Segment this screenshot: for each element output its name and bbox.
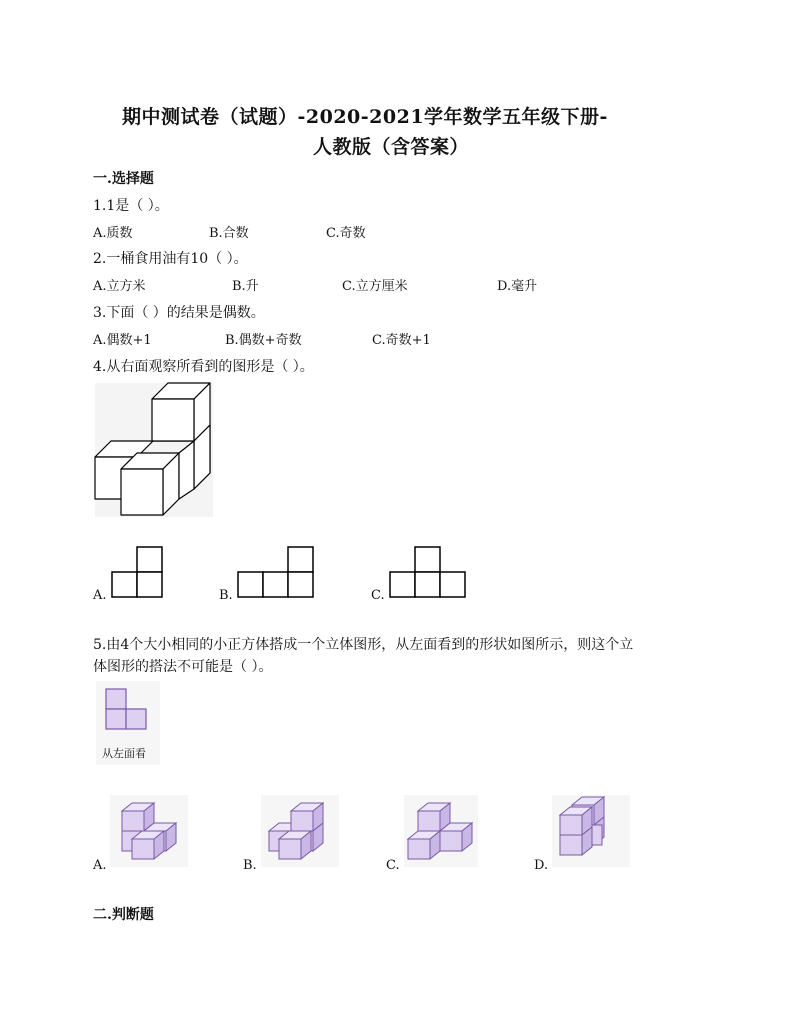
q5-option-c-label: C.	[386, 858, 400, 873]
q5-option-d-figure	[552, 795, 630, 867]
section-judge-heading: 二.判断题	[93, 907, 154, 923]
q1-stem: 1.1是（ ）。	[93, 198, 169, 214]
q2-option-d: D.毫升	[497, 279, 538, 294]
page-title-line1: 期中测试卷（试题）-2020-2021学年数学五年级下册-	[122, 106, 608, 128]
q4-option-a-label: A.	[93, 588, 107, 603]
q5-left-view-caption: 从左面看	[102, 747, 146, 760]
q5-stem-line1: 5.由4个大小相同的小正方体搭成一个立体图形，从左面看到的形状如图所示，则这个立	[93, 637, 634, 653]
q4-option-c-label: C.	[371, 588, 385, 603]
q5-option-d-label: D.	[534, 858, 549, 873]
q5-option-c-figure	[404, 795, 478, 867]
q2-option-a: A.立方米	[93, 279, 146, 294]
q1-option-a: A.质数	[93, 226, 133, 241]
q1-option-c: C.奇数	[326, 226, 366, 241]
page-title-line2: 人教版（含答案）	[313, 136, 470, 158]
q3-option-c: C.奇数+1	[372, 333, 431, 348]
q5-option-a-figure	[110, 795, 188, 867]
q4-option-c-figure	[389, 546, 467, 598]
q4-option-a-figure	[111, 546, 163, 598]
q2-option-b: B.升	[232, 279, 259, 294]
q2-option-c: C.立方厘米	[342, 279, 408, 294]
q4-cube-figure	[95, 383, 213, 517]
q4-stem: 4.从右面观察所看到的图形是（ ）。	[93, 359, 314, 375]
q4-option-b-figure	[237, 546, 315, 598]
q3-option-a: A.偶数+1	[93, 333, 152, 348]
q5-option-b-label: B.	[243, 858, 257, 873]
q5-option-a-label: A.	[93, 858, 107, 873]
q4-option-b-label: B.	[219, 588, 233, 603]
q5-option-b-figure	[261, 795, 339, 867]
q5-stem-line2: 体图形的搭法不可能是（ ）。	[93, 659, 273, 675]
section-choice-heading: 一.选择题	[93, 171, 154, 187]
q3-option-b: B.偶数+奇数	[225, 333, 302, 348]
q1-option-b: B.合数	[209, 226, 249, 241]
q3-stem: 3.下面（ ）的结果是偶数。	[93, 305, 265, 321]
q2-stem: 2.一桶食用油有10（ ）。	[93, 251, 248, 267]
